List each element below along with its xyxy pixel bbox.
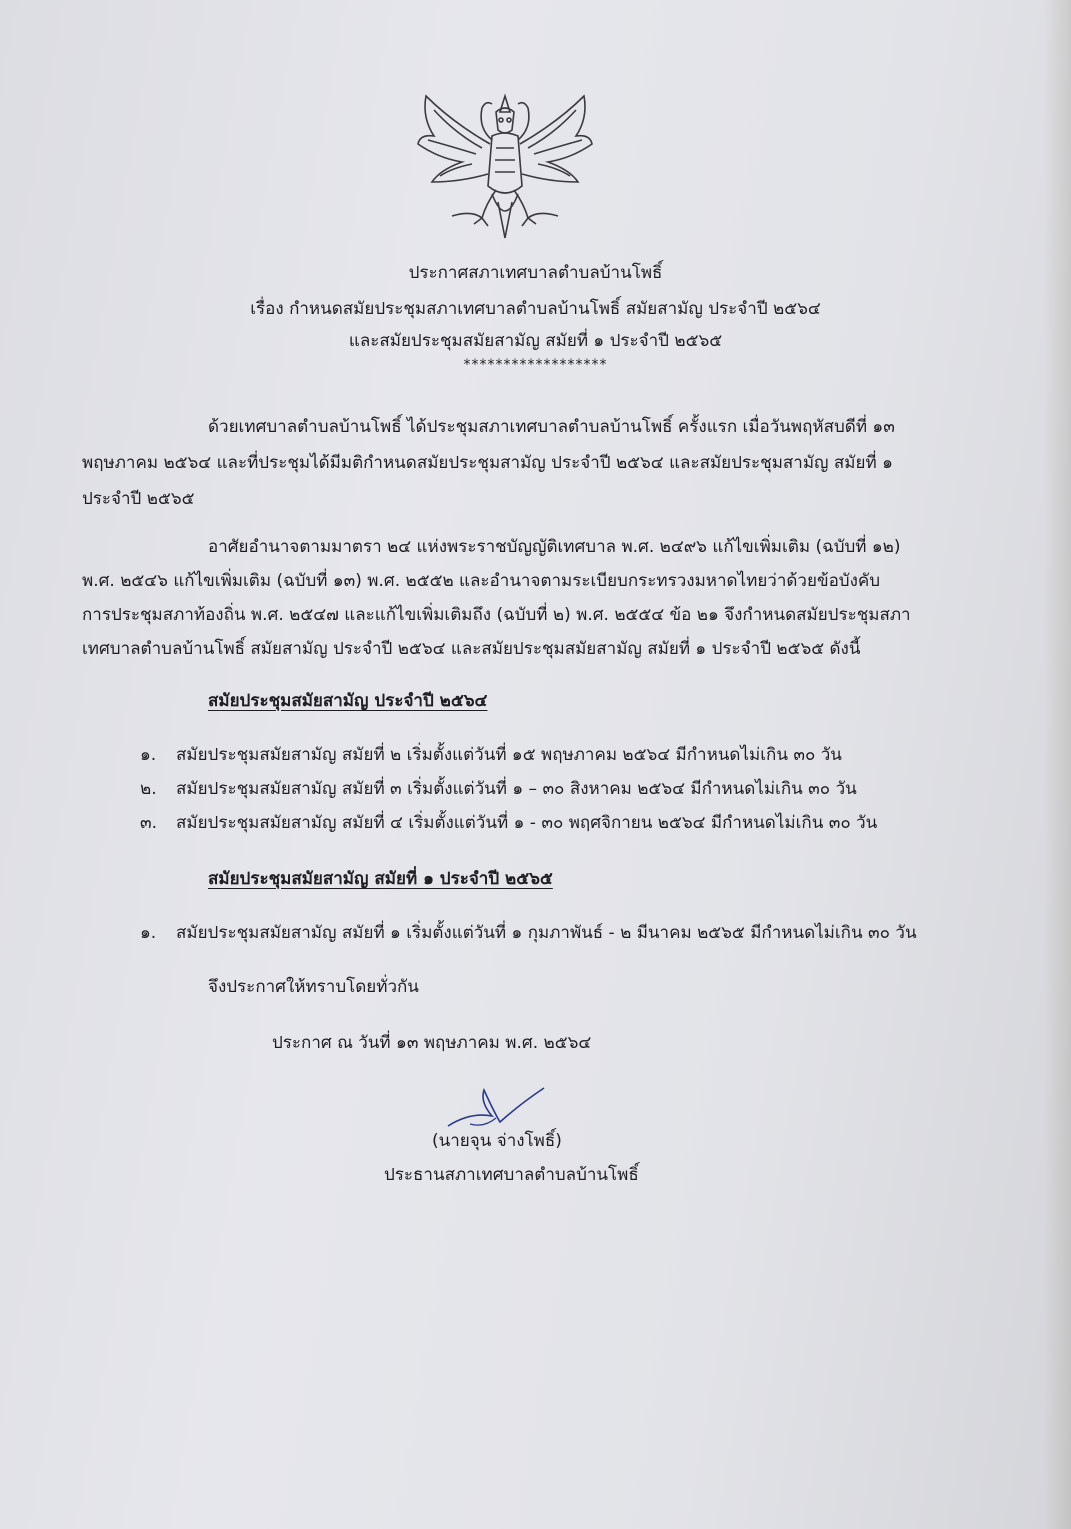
section-2-heading: สมัยประชุมสมัยสามัญ สมัยที่ ๑ ประจำปี ๒๕๖๕ xyxy=(208,869,553,889)
announcement-title: ประกาศสภาเทศบาลตำบลบ้านโพธิ์ xyxy=(408,263,663,283)
section-1-item-3-number: ๓. xyxy=(140,813,158,833)
section-1-item-2-number: ๒. xyxy=(140,779,157,799)
para1-line-1: ด้วยเทศบาลตำบลบ้านโพธิ์ ได้ประชุมสภาเทศบาลตำบลบ้านโพธิ์ ครั้งแรก เมื่อวันพฤหัสบดีที่ ๑๓ xyxy=(208,417,895,437)
announcement-date: ประกาศ ณ วันที่ ๑๓ พฤษภาคม พ.ศ. ๒๕๖๔ xyxy=(272,1033,592,1053)
section-1-item-1-number: ๑. xyxy=(140,745,157,765)
subject-line-1: เรื่อง กำหนดสมัยประชุมสภาเทศบาลตำบลบ้านโพธิ์ สมัยสามัญ ประจำปี ๒๕๖๔ xyxy=(250,299,821,319)
section-1-item-3-text: สมัยประชุมสมัยสามัญ สมัยที่ ๔ เริ่มตั้งแต่วันที่ ๑ - ๓๐ พฤศจิกายน ๒๕๖๔ มีกำหนดไม่เกิน ๓๐ วัน xyxy=(176,813,878,833)
para1-line-3: ประจำปี ๒๕๖๕ xyxy=(82,489,195,509)
section-2-item-1-text: สมัยประชุมสมัยสามัญ สมัยที่ ๑ เริ่มตั้งแต่วันที่ ๑ กุมภาพันธ์ - ๒ มีนาคม ๒๕๖๕ มีกำหนดไม่เกิน ๓๐ วัน xyxy=(176,923,917,943)
para2-line-4: เทศบาลตำบลบ้านโพธิ์ สมัยสามัญ ประจำปี ๒๕๖๔ และสมัยประชุมสมัยสามัญ สมัยที่ ๑ ประจำปี ๒๕๖๕ ดังนี้ xyxy=(82,639,861,659)
signatory-position: ประธานสภาเทศบาลตำบลบ้านโพธิ์ xyxy=(384,1165,639,1185)
subject-line-2: และสมัยประชุมสมัยสามัญ สมัยที่ ๑ ประจำปี ๒๕๖๕ xyxy=(348,331,723,351)
closing-statement: จึงประกาศให้ทราบโดยทั่วกัน xyxy=(208,977,419,997)
section-2-item-1-number: ๑. xyxy=(140,923,157,943)
para2-line-1: อาศัยอำนาจตามมาตรา ๒๔ แห่งพระราชบัญญัติเทศบาล พ.ศ. ๒๔๙๖ แก้ไขเพิ่มเติม (ฉบับที่ ๑๒) xyxy=(208,537,901,557)
section-1-item-2-text: สมัยประชุมสมัยสามัญ สมัยที่ ๓ เริ่มตั้งแต่วันที่ ๑ – ๓๐ สิงหาคม ๒๕๖๔ มีกำหนดไม่เกิน ๓๐ วัน xyxy=(176,779,857,799)
section-1-heading: สมัยประชุมสมัยสามัญ ประจำปี ๒๕๖๔ xyxy=(208,691,488,711)
garuda-emblem-icon xyxy=(412,78,598,246)
para2-line-3: การประชุมสภาท้องถิ่น พ.ศ. ๒๕๔๗ และแก้ไขเพิ่มเติมถึง (ฉบับที่ ๒) พ.ศ. ๒๕๕๔ ข้อ ๒๑ จึงกำหนดสมัยประชุมสภา xyxy=(82,605,911,625)
separator: ****************** xyxy=(463,357,608,373)
para2-line-2: พ.ศ. ๒๕๔๖ แก้ไขเพิ่มเติม (ฉบับที่ ๑๓) พ.ศ. ๒๕๕๒ และอำนาจตามระเบียบกระทรวงมหาดไทยว่าด้วยข้อบังคับ xyxy=(82,571,881,591)
signatory-name: (นายจุน จ่างโพธิ์) xyxy=(432,1131,562,1151)
section-1-item-1-text: สมัยประชุมสมัยสามัญ สมัยที่ ๒ เริ่มตั้งแต่วันที่ ๑๕ พฤษภาคม ๒๕๖๔ มีกำหนดไม่เกิน ๓๐ วัน xyxy=(176,745,842,765)
para1-line-2: พฤษภาคม ๒๕๖๔ และที่ประชุมได้มีมติกำหนดสมัยประชุมสามัญ ประจำปี ๒๕๖๔ และสมัยประชุมสามัญ สมัยที่ ๑ xyxy=(82,453,893,473)
